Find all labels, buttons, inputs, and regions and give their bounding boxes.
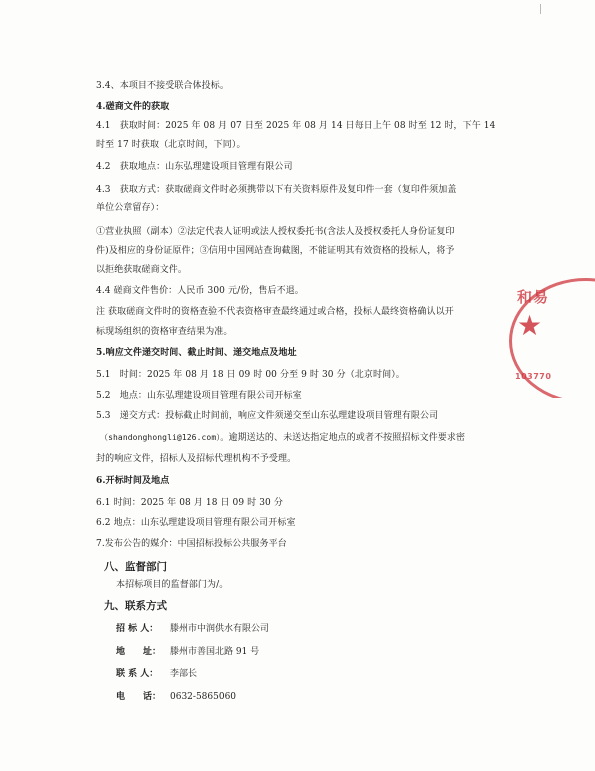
contact-label: 电 话： bbox=[116, 692, 162, 702]
clause-4-1-cont: 时至 17 时获取（北京时间，下同）。 bbox=[96, 140, 246, 150]
clause-3-4: 3.4、本项目不接受联合体投标。 bbox=[96, 81, 229, 91]
contact-label: 联 系 人： bbox=[116, 669, 159, 679]
clause-4-3-list: ①营业执照（副本）②法定代表人证明或法人授权委托书(含法人及授权委托人身份证复印 bbox=[96, 227, 455, 237]
clause-6-2: 6.2 地点：山东弘理建设项目管理有限公司开标室 bbox=[96, 518, 296, 528]
seal-star-icon: ★ bbox=[517, 309, 543, 342]
heading-6: 6.开标时间及地点 bbox=[96, 476, 170, 486]
contact-row-phone bbox=[116, 689, 236, 702]
note-line-1: 注 获取磋商文件时的资格查验不代表资格审查最终通过或合格，投标人最终资格确认以开 bbox=[96, 307, 454, 317]
email-address: （shandonghongli@126.com）。 bbox=[100, 433, 229, 442]
clause-5-1: 5.1 时间：2025 年 08 月 18 日 09 时 00 分至 9 时 30 分（北京时间）。 bbox=[96, 370, 405, 380]
section-supervision-text: 本招标项目的监督部门为/。 bbox=[116, 580, 229, 590]
clause-6-1: 6.1 时间：2025 年 08 月 18 日 09 时 30 分 bbox=[96, 498, 283, 508]
section-supervision-title: 八、监督部门 bbox=[104, 561, 167, 573]
contact-label: 地 址： bbox=[116, 647, 162, 657]
contact-value: 滕州市善国北路 91 号 bbox=[170, 647, 260, 657]
clause-4-4: 4.4 磋商文件售价：人民币 300 元/份，售后不退。 bbox=[96, 286, 304, 296]
contact-value: 0632-5865060 bbox=[170, 692, 237, 702]
heading-4: 4.磋商文件的获取 bbox=[96, 102, 170, 112]
seal-code: 103770 bbox=[515, 372, 552, 381]
contact-value: 李部长 bbox=[170, 669, 198, 679]
clause-5-3-rest: 逾期送达的、未送达指定地点的或者不按照招标文件要求密 bbox=[228, 433, 466, 443]
clause-4-1: 4.1 获取时间：2025 年 08 月 07 日至 2025 年 08 月 14 日每日上午 08 时至 12 时，下午 14 bbox=[96, 121, 496, 131]
clause-5-3-end: 封的响应文件，招标人及招标代理机构不予受理。 bbox=[96, 454, 297, 464]
contact-row-person bbox=[116, 666, 197, 679]
clause-5-3-cont bbox=[100, 432, 465, 444]
clause-4-3-list-end: 以拒绝获取磋商文件。 bbox=[96, 265, 188, 275]
note-line-2: 标现场组织的资格审查结果为准。 bbox=[96, 327, 233, 337]
clause-4-3-list-cont: 件)及相应的身份证原件；③信用中国网站查询截图，不能证明其有效资格的投标人，将予 bbox=[96, 246, 455, 256]
section-contact-title: 九、联系方式 bbox=[104, 600, 167, 612]
clause-4-2: 4.2 获取地点：山东弘理建设项目管理有限公司 bbox=[96, 162, 293, 172]
contact-row-tenderer bbox=[116, 621, 269, 634]
heading-5: 5.响应文件递交时间、截止时间、递交地点及地址 bbox=[96, 348, 297, 358]
seal-text: 和易 bbox=[517, 288, 550, 306]
clause-7: 7.发布公告的媒介：中国招标投标公共服务平台 bbox=[96, 539, 287, 549]
clause-5-3: 5.3 递交方式：投标截止时间前，响应文件须递交至山东弘理建设项目管理有限公司 bbox=[96, 411, 439, 421]
scan-mark bbox=[540, 4, 541, 14]
clause-4-3: 4.3 获取方式：获取磋商文件时必须携带以下有关资料原件及复印件一套（复印件须加盖 bbox=[96, 185, 457, 195]
contact-row-address bbox=[116, 644, 259, 657]
contact-label: 招 标 人： bbox=[116, 624, 159, 634]
official-seal bbox=[505, 278, 595, 398]
contact-value: 滕州市中润供水有限公司 bbox=[170, 624, 270, 634]
clause-4-3-cont: 单位公章留存）： bbox=[96, 203, 165, 213]
clause-5-2: 5.2 地点：山东弘理建设项目管理有限公司开标室 bbox=[96, 391, 302, 401]
